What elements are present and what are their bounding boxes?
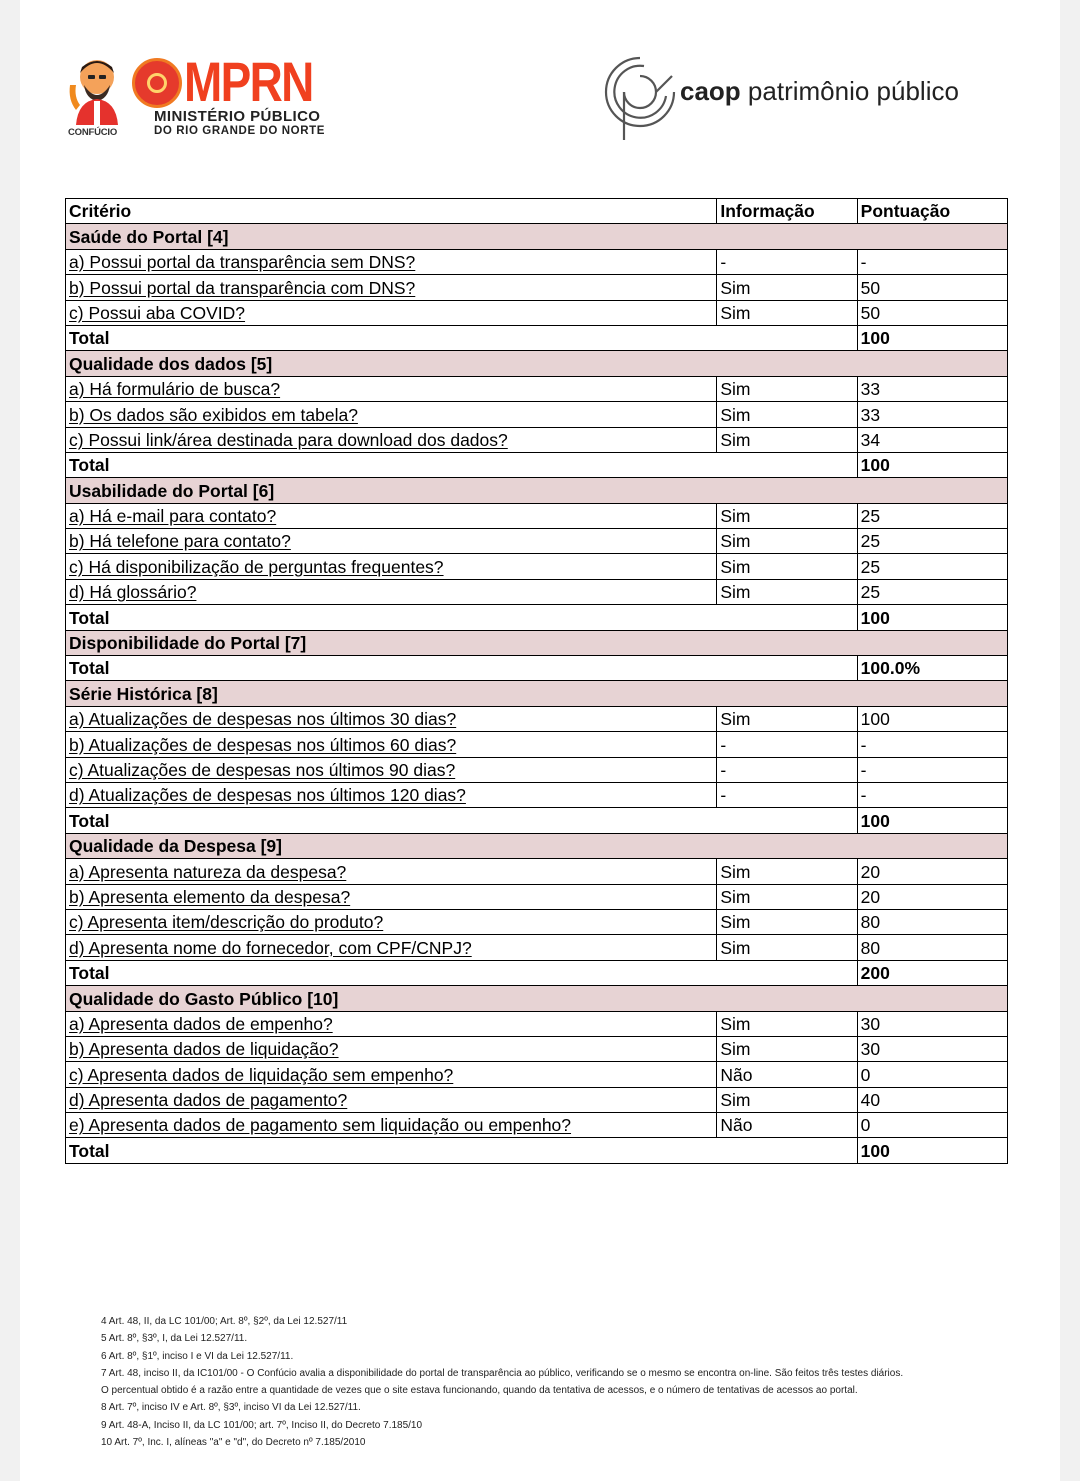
section-row [66,833,1008,858]
document-page [20,0,1060,1481]
criterion-cell: c) Há disponibilização de perguntas frequentes? [66,554,717,579]
section-row [66,986,1008,1011]
score-cell: 33 [857,376,1007,401]
info-cell: Sim [717,1087,857,1112]
section-title: Qualidade do Gasto Público [10] [66,986,1008,1011]
section-row [66,681,1008,706]
table-row [66,909,1008,934]
total-spacer [717,452,857,477]
header-informacao: Informação [717,199,857,224]
info-cell: Sim [717,859,857,884]
info-cell: Sim [717,503,857,528]
header-criterio: Critério [66,199,717,224]
footnote-line: 9 Art. 48-A, Inciso II, da LC 101/00; art. 7º, Inciso II, do Decreto 7.185/10 [101,1419,423,1431]
score-cell: 25 [857,579,1007,604]
info-cell: Sim [717,706,857,731]
total-spacer [717,605,857,630]
criterion-cell: d) Há glossário? [66,579,717,604]
criterion-cell: a) Há e-mail para contato? [66,503,717,528]
info-cell: Sim [717,427,857,452]
criterion-cell: a) Possui portal da transparência sem DNS? [66,249,717,274]
info-cell: - [717,782,857,807]
total-spacer [717,325,857,350]
score-cell: - [857,757,1007,782]
score-cell: 33 [857,402,1007,427]
score-cell: 50 [857,300,1007,325]
table-row [66,529,1008,554]
mascot-label: CONFÚCIO [68,127,118,138]
total-row [66,808,1008,833]
total-label: Total [66,656,717,681]
info-cell: Sim [717,554,857,579]
info-cell: Sim [717,1011,857,1036]
total-value: 100 [857,325,1007,350]
table-row [66,300,1008,325]
criterion-cell: e) Apresenta dados de pagamento sem liquidação ou empenho? [66,1113,717,1138]
footnote-line: 5 Art. 8º, §3º, I, da Lei 12.527/11. [101,1333,248,1345]
table-row [66,1011,1008,1036]
score-cell: 100 [857,706,1007,731]
score-cell: 0 [857,1113,1007,1138]
total-row [66,960,1008,985]
total-value: 200 [857,960,1007,985]
score-cell: 80 [857,909,1007,934]
caop-wordmark [680,76,959,107]
score-cell: 40 [857,1087,1007,1112]
mprn-line2: DO RIO GRANDE DO NORTE [154,125,326,137]
mp-emblem-icon [132,58,182,108]
table-row [66,732,1008,757]
total-row [66,605,1008,630]
info-cell: - [717,249,857,274]
criterion-cell: c) Possui aba COVID? [66,300,717,325]
total-row [66,452,1008,477]
total-spacer [717,960,857,985]
criterion-cell: b) Há telefone para contato? [66,529,717,554]
table-row [66,884,1008,909]
total-label: Total [66,325,717,350]
table-row [66,1036,1008,1061]
criterion-cell: b) Apresenta dados de liquidação? [66,1036,717,1061]
total-row [66,656,1008,681]
score-cell: 25 [857,554,1007,579]
table-row [66,757,1008,782]
total-spacer [717,656,857,681]
score-cell: 20 [857,884,1007,909]
info-cell: Sim [717,1036,857,1061]
criterion-cell: b) Os dados são exibidos em tabela? [66,402,717,427]
section-row [66,351,1008,376]
table-row [66,554,1008,579]
score-cell: 30 [857,1011,1007,1036]
total-label: Total [66,605,717,630]
table-row [66,579,1008,604]
section-title: Saúde do Portal [4] [66,224,1008,249]
score-cell: 34 [857,427,1007,452]
table-row [66,706,1008,731]
footnote-line: 6 Art. 8º, §1º, inciso I e VI da Lei 12.527/11. [101,1350,294,1362]
confucio-mascot-icon [68,55,126,125]
footnote-line: 4 Art. 48, II, da LC 101/00; Art. 8º, §2º, da Lei 12.527/11 [101,1316,348,1327]
section-title: Qualidade dos dados [5] [66,351,1008,376]
total-spacer [717,808,857,833]
table-row [66,402,1008,427]
section-title: Qualidade da Despesa [9] [66,833,1008,858]
criterion-cell: b) Apresenta elemento da despesa? [66,884,717,909]
section-title: Disponibilidade do Portal [7] [66,630,1008,655]
score-cell: 20 [857,859,1007,884]
total-value: 100 [857,1138,1007,1163]
table-row [66,1113,1008,1138]
footnote-line: 10 Art. 7º, Inc. I, alíneas "a" e "d", do Decreto nº 7.185/2010 [101,1437,366,1449]
info-cell: Sim [717,935,857,960]
score-cell: 80 [857,935,1007,960]
table-row [66,935,1008,960]
footnote-line: 7 Art. 48, inciso II, da IC101/00 - O Confúcio avalia a disponibilidade do portal de transparência ao público, verificando se o mesmo se encontra on-line. São feitos três testes diários. [101,1367,904,1379]
criterion-cell: b) Atualizações de despesas nos últimos 60 dias? [66,732,717,757]
score-cell: - [857,782,1007,807]
score-cell: 25 [857,503,1007,528]
score-cell: - [857,732,1007,757]
info-cell: Sim [717,529,857,554]
table-row [66,503,1008,528]
total-label: Total [66,960,717,985]
info-cell: Sim [717,402,857,427]
total-label: Total [66,1138,717,1163]
criterion-cell: d) Apresenta dados de pagamento? [66,1087,717,1112]
total-label: Total [66,452,717,477]
score-cell: 30 [857,1036,1007,1061]
section-row [66,224,1008,249]
criterion-cell: a) Atualizações de despesas nos últimos 30 dias? [66,706,717,731]
criterion-cell: c) Apresenta dados de liquidação sem empenho? [66,1062,717,1087]
table-row [66,427,1008,452]
header-pontuacao: Pontuação [857,199,1007,224]
table-row [66,376,1008,401]
table-row [66,249,1008,274]
table-header-row [66,199,1008,224]
info-cell: Sim [717,275,857,300]
table-row [66,782,1008,807]
footnote-line: 8 Art. 7º, inciso IV e Art. 8º, §3º, inciso VI da Lei 12.527/11. [101,1402,361,1414]
criterion-cell: c) Atualizações de despesas nos últimos 90 dias? [66,757,717,782]
criterion-cell: c) Apresenta item/descrição do produto? [66,909,717,934]
caop-bold: caop [680,76,741,106]
info-cell: Sim [717,579,857,604]
section-title: Série Histórica [8] [66,681,1008,706]
footnote-line: O percentual obtido é a razão entre a quantidade de vezes que o site estava funcionando, quando da tentativa de acessos, e o número de tentativas de acessos ao portal. [101,1385,858,1397]
info-cell: Sim [717,909,857,934]
criterion-cell: a) Apresenta natureza da despesa? [66,859,717,884]
score-cell: - [857,249,1007,274]
caop-logo [600,50,1020,145]
total-value: 100 [857,605,1007,630]
table-row [66,859,1008,884]
caop-rest: patrimônio público [747,76,959,106]
section-title: Usabilidade do Portal [6] [66,478,1008,503]
mprn-line1: MINISTÉRIO PÚBLICO [154,108,321,125]
mprn-title: MPRN [184,50,313,113]
info-cell: - [717,732,857,757]
criterion-cell: b) Possui portal da transparência com DNS? [66,275,717,300]
info-cell: Sim [717,884,857,909]
caop-spiral-icon [600,50,680,142]
table-row [66,1062,1008,1087]
info-cell: Sim [717,376,857,401]
total-value: 100.0% [857,656,1007,681]
total-row [66,1138,1008,1163]
total-value: 100 [857,452,1007,477]
score-cell: 0 [857,1062,1007,1087]
criterion-cell: c) Possui link/área destinada para download dos dados? [66,427,717,452]
info-cell: Não [717,1113,857,1138]
score-cell: 25 [857,529,1007,554]
footnotes [101,1313,1021,1451]
total-label: Total [66,808,717,833]
criterion-cell: d) Apresenta nome do fornecedor, com CPF/CNPJ? [66,935,717,960]
criterion-cell: a) Apresenta dados de empenho? [66,1011,717,1036]
table-row [66,1087,1008,1112]
section-row [66,478,1008,503]
total-spacer [717,1138,857,1163]
criterion-cell: a) Há formulário de busca? [66,376,717,401]
criterion-cell: d) Atualizações de despesas nos últimos 120 dias? [66,782,717,807]
score-cell: 50 [857,275,1007,300]
info-cell: Sim [717,300,857,325]
mprn-logo [68,50,328,145]
total-value: 100 [857,808,1007,833]
info-cell: Não [717,1062,857,1087]
table-row [66,275,1008,300]
criteria-table [65,198,1008,1164]
total-row [66,325,1008,350]
section-row [66,630,1008,655]
info-cell: - [717,757,857,782]
